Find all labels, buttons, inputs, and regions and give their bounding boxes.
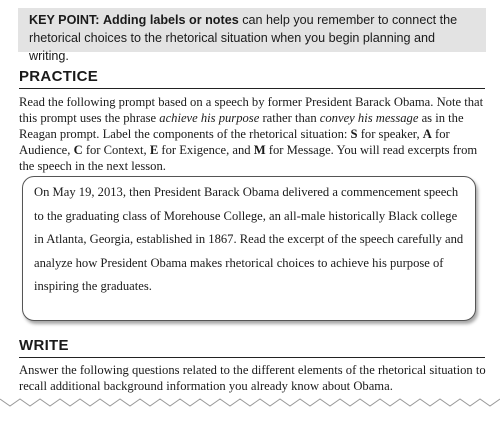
label-c: C: [73, 143, 83, 157]
write-rule: [19, 357, 485, 358]
key-point-emphasis: Adding labels or notes: [102, 13, 239, 27]
key-point-box: [18, 8, 486, 63]
key-point-label: KEY POINT:: [29, 13, 100, 27]
key-point-text: can help you remember to connect the rhetorical choices to the rhetorical situation when you begin planning and writing.: [29, 13, 458, 63]
label-e: E: [149, 143, 159, 157]
prompt-text: On May 19, 2013, then President Barack Obama delivered a commencement speech to the graduating class of Morehouse College, an all-male historically Black college in Atlanta, Georgia, established in 1867. Read the excerpt of the speech carefully and analyze how President Obama makes rhetorical choices to achieve his purpose of inspiring the graduates.: [34, 185, 464, 293]
label-m: M: [253, 143, 266, 157]
practice-instructions: Read the following prompt based on a speech by former President Barack Obama. Note that this prompt uses the phrase achieve his purpose rather than convey his message as in the Reagan prompt. Label the components of the rhetorical situation: S for speaker, A for Audience, C for Context, E for Exigence, and M for Message. You will read excerpts from the speech in the next lesson.: [19, 95, 484, 173]
phrase-convey-message: convey his message: [319, 111, 419, 125]
torn-edge: [0, 393, 500, 423]
write-heading: WRITE: [19, 337, 69, 354]
label-a: A: [422, 127, 432, 141]
prompt-box: [22, 176, 476, 321]
label-s: S: [350, 127, 358, 141]
practice-rule: [19, 88, 485, 89]
practice-heading: PRACTICE: [19, 68, 99, 85]
phrase-achieve-purpose: achieve his purpose: [159, 111, 260, 125]
write-instructions: Answer the following questions related to the different elements of the rhetorical situation to recall additional background information you already know about Obama.: [19, 363, 486, 393]
